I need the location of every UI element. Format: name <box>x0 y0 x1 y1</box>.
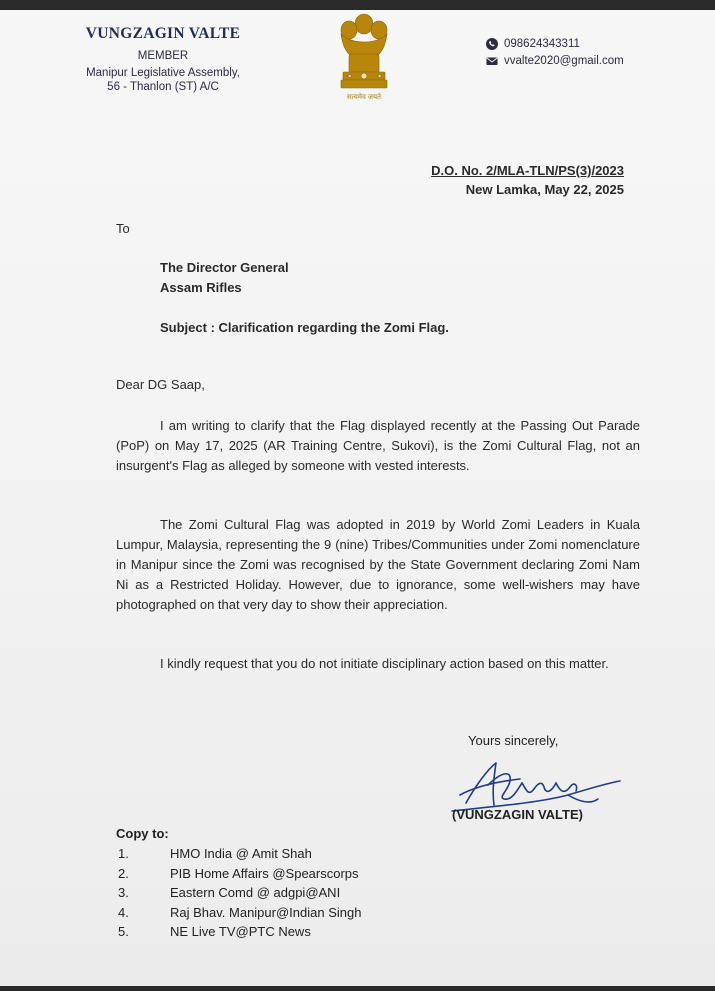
copy-to-recipient: NE Live TV@PTC News <box>170 924 311 939</box>
copy-to-recipient: Raj Bhav. Manipur@Indian Singh <box>170 905 362 920</box>
letterhead-assembly: Manipur Legislative Assembly, <box>86 67 240 79</box>
letterhead-constituency: 56 - Thanlon (ST) A/C <box>107 81 219 93</box>
copy-to-number: 3. <box>118 885 129 900</box>
bottom-border <box>0 986 715 991</box>
signer-name: (VUNGZAGIN VALTE) <box>452 807 583 822</box>
copy-to-recipient: HMO India @ Amit Shah <box>170 846 312 861</box>
contact-email <box>486 55 624 67</box>
letterhead-designation: MEMBER <box>137 50 189 62</box>
body-paragraph-1: I am writing to clarify that the Flag displayed recently at the Passing Out Parade (PoP) on May 17, 2025 (AR Training Centre, Sukovi), is the Zomi Cultural Flag, not an insurgent's Flag as alleged by someone with vested interests. <box>116 418 640 473</box>
closing: Yours sincerely, <box>468 733 559 748</box>
copy-to-number: 5. <box>118 924 129 939</box>
email-address: vvalte2020@gmail.com <box>504 55 624 67</box>
recipient-organization: Assam Rifles <box>160 280 242 295</box>
copy-to-number: 4. <box>118 905 129 920</box>
to-label: To <box>116 221 130 236</box>
copy-to-recipient: Eastern Comd @ adgpi@ANI <box>170 885 341 900</box>
body-paragraph-2: The Zomi Cultural Flag was adopted in 2019 by World Zomi Leaders in Kuala Lumpur, Malaysia, representing the 9 (nine) Tribes/Communities under Zomi nomenclature in Manipur since the Zomi was recognised by the State Government declaring Zomi Nam Ni as a Restricted Holiday. However, due to ignorance, some well-wishers may have photographed on that very day to show their appreciation. <box>116 517 640 612</box>
top-border <box>0 0 715 10</box>
contact-phone <box>486 38 580 50</box>
copy-to-recipient: PIB Home Affairs @Spearscorps <box>170 866 359 881</box>
place-date: New Lamka, May 22, 2025 <box>465 182 624 197</box>
reference-number: D.O. No. 2/MLA-TLN/PS(3)/2023 <box>431 163 624 178</box>
phone-number: 098624343311 <box>504 38 580 50</box>
letter-page <box>0 10 715 986</box>
phone-icon <box>486 38 498 50</box>
letterhead-name: VUNGZAGIN VALTE <box>85 25 241 42</box>
state-emblem-icon <box>331 10 397 106</box>
salutation: Dear DG Saap, <box>116 377 205 392</box>
copy-to-title: Copy to: <box>116 826 169 841</box>
copy-to-number: 1. <box>118 846 129 861</box>
email-icon <box>486 55 498 67</box>
body-paragraph-3: I kindly request that you do not initiate disciplinary action based on this matter. <box>160 656 609 671</box>
copy-to-number: 2. <box>118 866 129 881</box>
emblem-motto: सत्यमेव जयते <box>346 94 382 101</box>
recipient-title: The Director General <box>160 260 289 275</box>
subject-line: Subject : Clarification regarding the Zomi Flag. <box>160 320 449 335</box>
